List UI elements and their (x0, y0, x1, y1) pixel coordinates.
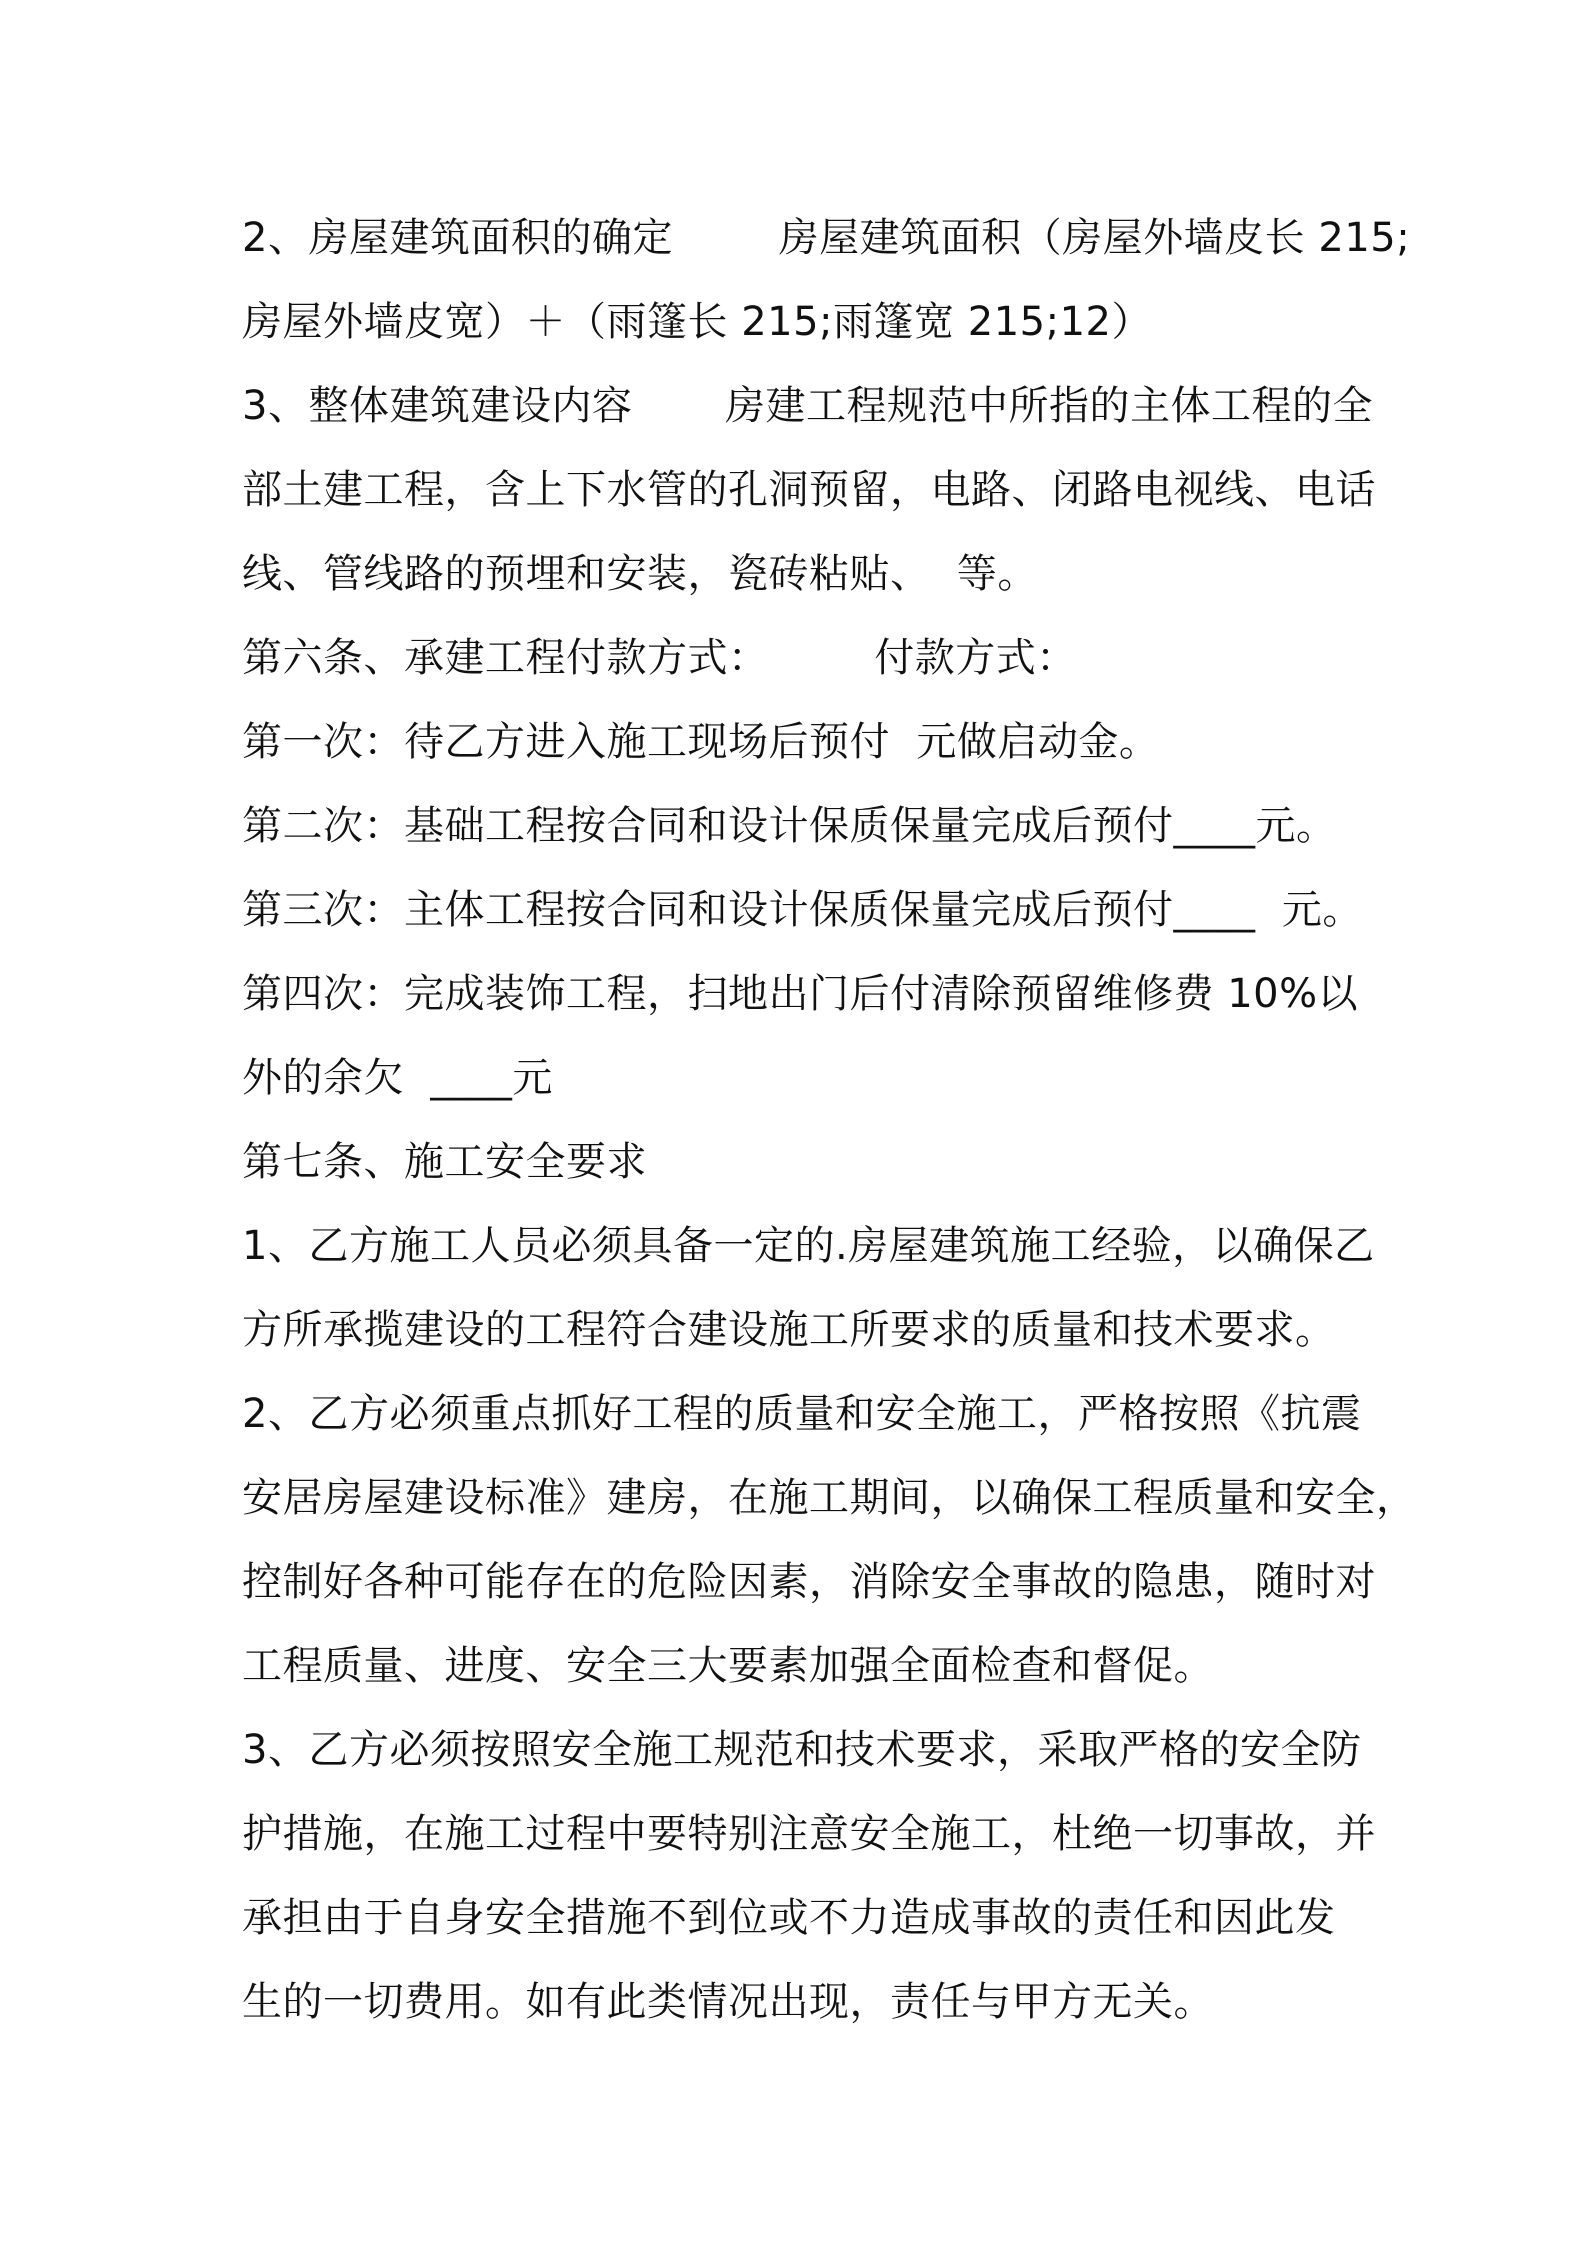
text-line: 第三次：主体工程按合同和设计保质保量完成后预付____ 元。 (242, 887, 1363, 933)
text-line: 工程质量、进度、安全三大要素加强全面检查和督促。 (242, 1643, 1214, 1689)
text-line: 安居房屋建设标准》建房，在施工期间，以确保工程质量和安全， (242, 1475, 1417, 1521)
text-line: 控制好各种可能存在的危险因素，消除安全事故的隐患，随时对 (242, 1559, 1376, 1605)
text-line: 第一次：待乙方进入施工现场后预付 元做启动金。 (242, 719, 1160, 765)
text-line: 第二次：基础工程按合同和设计保质保量完成后预付____元。 (242, 803, 1337, 849)
text-line: 1、乙方施工人员必须具备一定的.房屋建筑施工经验，以确保乙 (242, 1223, 1375, 1269)
text-line: 方所承揽建设的工程符合建设施工所要求的质量和技术要求。 (242, 1307, 1336, 1353)
document-body (242, 196, 1417, 2044)
text-line: 3、乙方必须按照安全施工规范和技术要求，采取严格的安全防 (242, 1727, 1362, 1773)
text-line: 3、整体建筑建设内容 房建工程规范中所指的主体工程的全 (242, 383, 1373, 429)
text-line: 线、管线路的预埋和安装，瓷砖粘贴、 等。 (242, 551, 1038, 597)
text-line: 部土建工程，含上下水管的孔洞预留，电路、闭路电视线、电话 (242, 467, 1376, 513)
text-line: 生的一切费用。如有此类情况出现，责任与甲方无关。 (242, 1979, 1214, 2025)
section-heading: 第六条、承建工程付款方式： 付款方式： (242, 635, 1077, 681)
section-heading: 第七条、施工安全要求 (242, 1139, 647, 1185)
text-line: 承担由于自身安全措施不到位或不力造成事故的责任和因此发 (242, 1895, 1336, 1941)
text-line: 2、乙方必须重点抓好工程的质量和安全施工，严格按照《抗震 (242, 1391, 1362, 1437)
text-line: 护措施，在施工过程中要特别注意安全施工，杜绝一切事故，并 (242, 1811, 1376, 1857)
text-line: 2、房屋建筑面积的确定 房屋建筑面积（房屋外墙皮长 215; (242, 215, 1411, 261)
text-line: 房屋外墙皮宽）＋（雨篷长 215;雨篷宽 215;12） (242, 299, 1152, 345)
text-line: 外的余欠 ____元 (242, 1055, 553, 1101)
text-line: 第四次：完成装饰工程，扫地出门后付清除预留维修费 10%以 (242, 971, 1359, 1017)
